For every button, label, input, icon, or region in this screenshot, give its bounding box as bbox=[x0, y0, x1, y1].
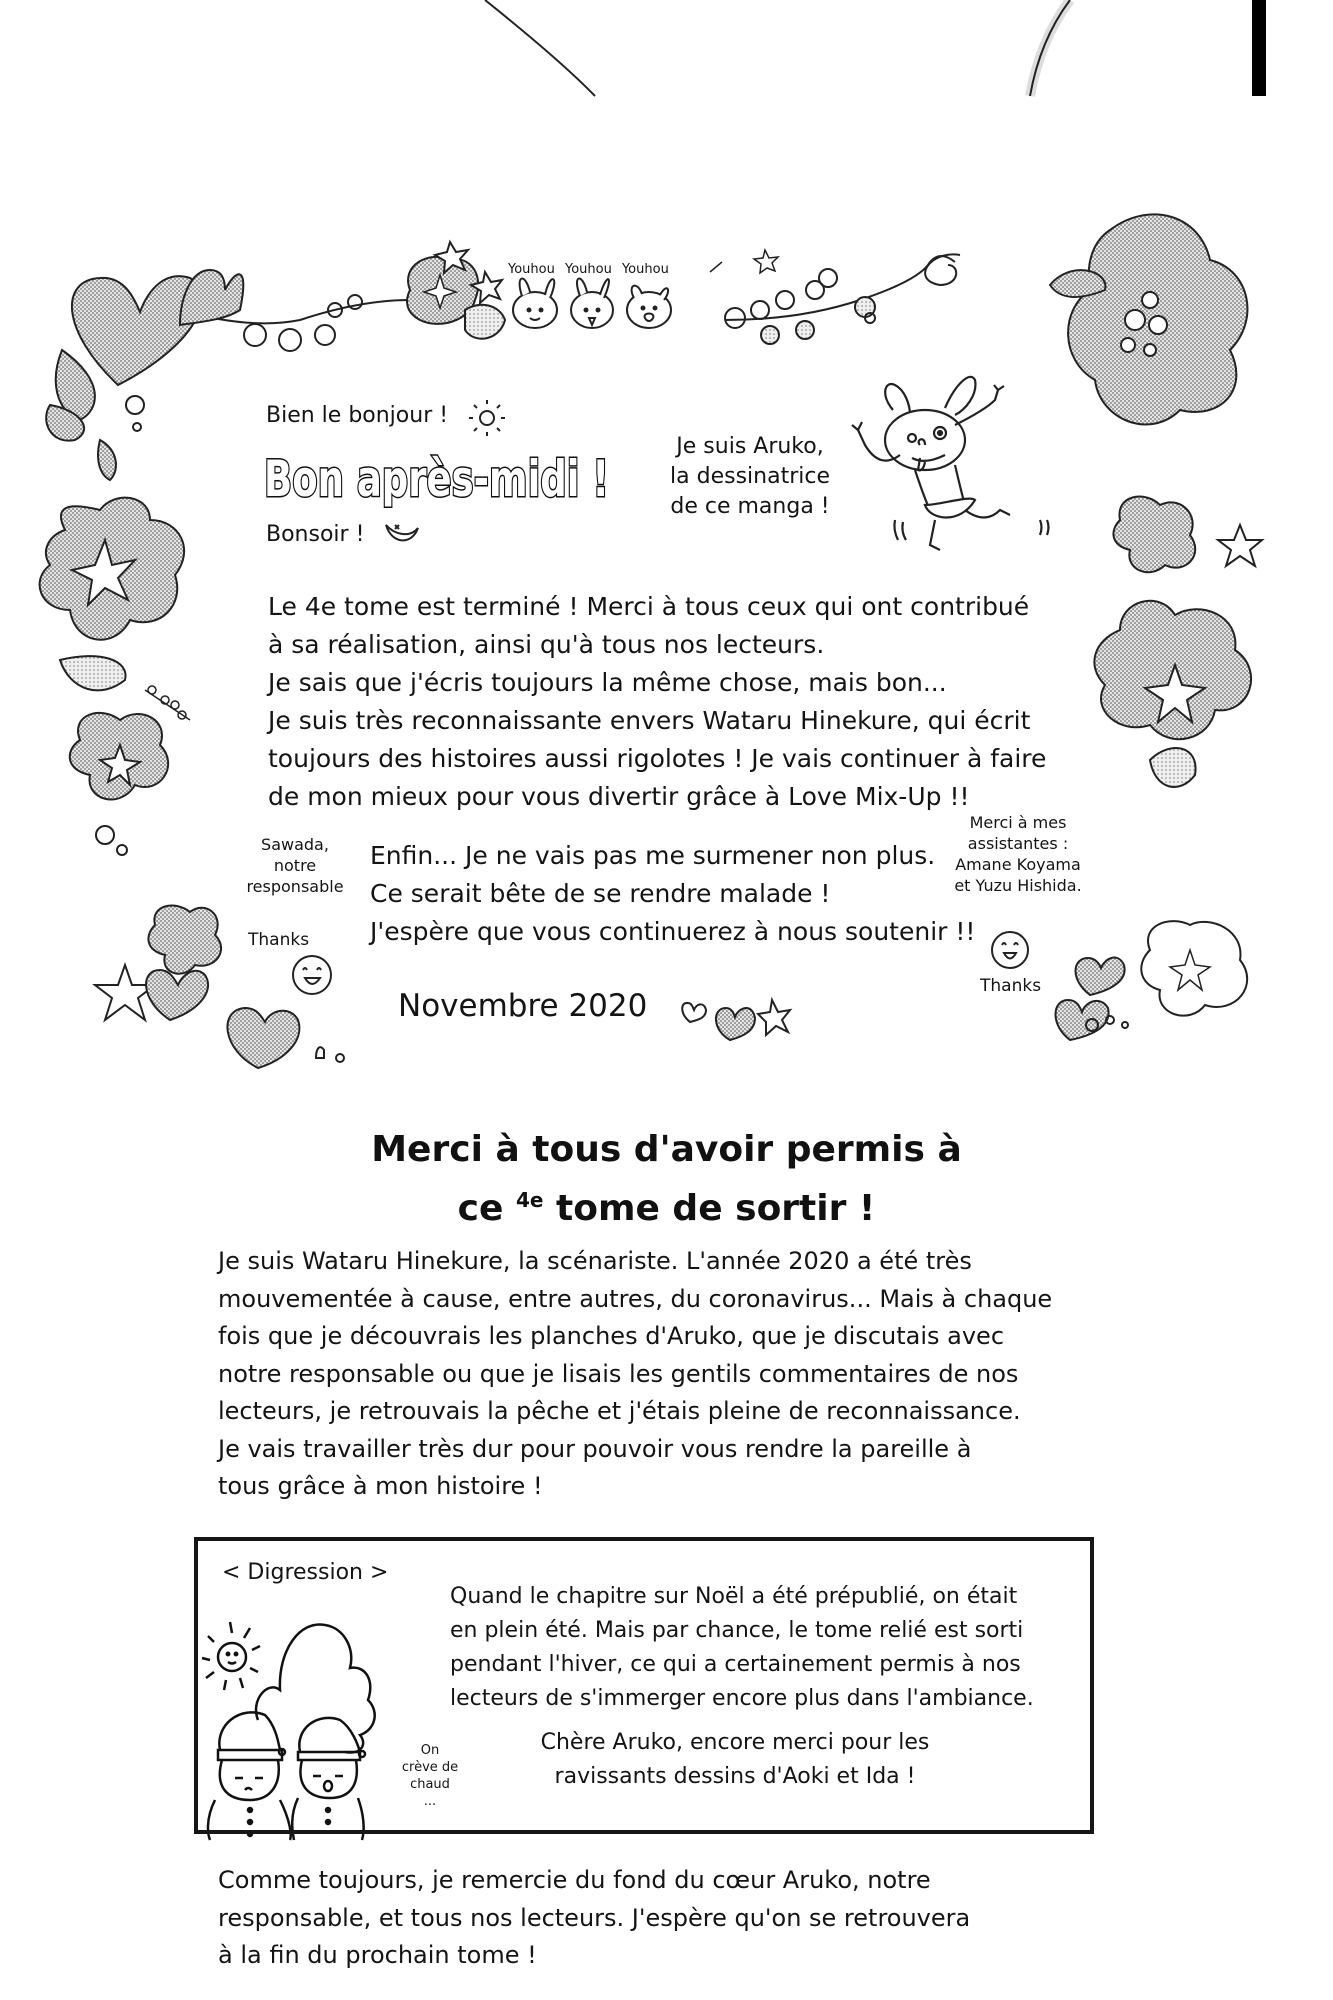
heart-icon bbox=[716, 1008, 755, 1040]
digression-line: en plein été. Mais par chance, le tome relié est sorti bbox=[450, 1618, 1024, 1643]
letter-line: toujours des histoires aussi rigolotes ! Je vais continuer à faire bbox=[268, 744, 1047, 773]
note-line: Sawada, bbox=[261, 835, 329, 854]
smiley-face-icon bbox=[293, 956, 331, 994]
letter-date: Novembre 2020 bbox=[398, 988, 648, 1024]
star-icon bbox=[758, 1000, 790, 1035]
note-line: Amane Koyama bbox=[955, 855, 1081, 874]
leaf-icon bbox=[465, 305, 505, 339]
paragraph-line: lecteurs, je retrouvais la pêche et j'étais pleine de reconnaissance. bbox=[218, 1397, 1021, 1425]
intro-line: de ce manga ! bbox=[670, 494, 830, 519]
bunny-chant bbox=[508, 262, 669, 277]
digression-label: < Digression > bbox=[222, 1560, 389, 1585]
heading-text: ce bbox=[457, 1188, 504, 1229]
caption-line: crève de bbox=[401, 1760, 459, 1775]
bunny-heads bbox=[513, 279, 671, 328]
kid-speech-caption bbox=[400, 1742, 460, 1810]
greeting-evening: Bonsoir ! bbox=[266, 522, 365, 547]
star-icon bbox=[754, 250, 778, 273]
thanks-label-left: Thanks bbox=[248, 930, 310, 950]
flower-icon bbox=[1068, 214, 1247, 424]
previous-panel-lines bbox=[485, 0, 1070, 96]
paragraph-line: responsable, et tous nos lecteurs. J'espère qu'on se retrouvera bbox=[218, 1903, 971, 1932]
star-icon bbox=[1218, 525, 1262, 566]
heart-icon bbox=[146, 970, 208, 1020]
editor-thanks-note bbox=[240, 834, 350, 897]
digression-line: Quand le chapitre sur Noël a été prépublié, on était bbox=[450, 1584, 1018, 1609]
letter-line: à sa réalisation, ainsi qu'à tous nos lecteurs. bbox=[268, 630, 825, 659]
flower-icon bbox=[1094, 601, 1251, 739]
paragraph-line: tous grâce à mon histoire ! bbox=[218, 1472, 543, 1500]
chant-text: Youhou bbox=[621, 262, 669, 277]
flower-icon bbox=[148, 906, 221, 974]
note-line: responsable bbox=[246, 877, 344, 896]
leaf-icon bbox=[60, 656, 126, 690]
greeting-morning: Bien le bonjour ! bbox=[266, 403, 449, 428]
note-line: Merci à mes bbox=[969, 813, 1067, 832]
volume-number: 4e bbox=[515, 1188, 544, 1212]
black-bar bbox=[1252, 0, 1266, 96]
writer-heading bbox=[0, 1125, 1333, 1234]
paragraph-line: Comme toujours, je remercie du fond du cœur Aruko, notre bbox=[218, 1866, 931, 1894]
digression-line: ravissants dessins d'Aoki et Ida ! bbox=[554, 1764, 916, 1789]
digression-line: Chère Aruko, encore merci pour les bbox=[540, 1730, 930, 1755]
paragraph-line: fois que je découvrais les planches d'Aruko, que je discutais avec bbox=[218, 1322, 1005, 1350]
flower-icon bbox=[40, 498, 185, 640]
letter-line: Le 4e tome est terminé ! Merci à tous ceux qui ont contribué bbox=[268, 592, 1030, 621]
letter-line: Enfin... Je ne vais pas me surmener non plus. bbox=[370, 841, 936, 870]
note-line: et Yuzu Hishida. bbox=[954, 876, 1082, 895]
writer-paragraph bbox=[218, 1243, 1052, 1506]
digression-text bbox=[450, 1580, 1034, 1716]
assistants-thanks-note bbox=[948, 812, 1088, 896]
heart-icon bbox=[1056, 1000, 1109, 1040]
berry-sprig bbox=[145, 686, 190, 720]
chant-text: Youhou bbox=[564, 262, 612, 277]
leaf-icon bbox=[1150, 748, 1196, 787]
moon-icon bbox=[386, 525, 418, 540]
star-icon bbox=[95, 965, 155, 1020]
writer-closing bbox=[218, 1862, 970, 1975]
letter-line: de mon mieux pour vous divertir grâce à Love Mix-Up !! bbox=[268, 782, 970, 811]
flower-icon bbox=[1113, 497, 1195, 573]
paragraph-line: à la fin du prochain tome ! bbox=[218, 1941, 537, 1969]
smiley-face-icon bbox=[992, 932, 1028, 968]
heading-line: Merci à tous d'avoir permis à bbox=[371, 1129, 962, 1170]
digression-line: pendant l'hiver, ce qui a certainement permis à nos bbox=[450, 1652, 1021, 1677]
bunny-head-icon bbox=[571, 279, 613, 328]
thanks-label-right: Thanks bbox=[980, 976, 1042, 996]
paragraph-line: mouvementée à cause, entre autres, du coronavirus... Mais à chaque bbox=[218, 1284, 1053, 1313]
bunny-head-icon bbox=[513, 279, 557, 328]
caption-line: On bbox=[420, 1743, 440, 1758]
heart-icon bbox=[227, 1008, 299, 1068]
letter-line: Ce serait bête de se rendre malade ! bbox=[370, 879, 831, 908]
greeting-afternoon-title: Bon après-midi ! bbox=[264, 450, 610, 508]
digression-line: lecteurs de s'immerger encore plus dans l'ambiance. bbox=[450, 1686, 1034, 1711]
sun-icon bbox=[469, 400, 505, 436]
caption-line: ... bbox=[423, 1794, 437, 1809]
artist-letter-body bbox=[268, 588, 1046, 816]
intro-line: la dessinatrice bbox=[670, 464, 830, 489]
artist-letter-closing bbox=[370, 837, 975, 951]
heart-icon bbox=[72, 276, 202, 385]
paragraph-line: notre responsable ou que je lisais les gentils commentaires de nos bbox=[218, 1359, 1019, 1388]
letter-line: Je suis très reconnaissante envers Wataru Hinekure, qui écrit bbox=[268, 706, 1031, 735]
bunny-head-icon bbox=[627, 286, 671, 328]
heading-line bbox=[0, 1175, 1333, 1234]
flower-icon bbox=[70, 713, 168, 800]
bunny-mascot-illustration bbox=[852, 377, 1049, 550]
note-line: assistantes : bbox=[967, 834, 1069, 853]
caption-line: chaud bbox=[410, 1777, 450, 1792]
letter-line: J'espère que vous continuerez à nous soutenir !! bbox=[370, 917, 976, 946]
digression-thanks bbox=[500, 1726, 970, 1794]
heart-icon bbox=[682, 1003, 706, 1022]
heading-text: tome de sortir ! bbox=[556, 1188, 876, 1229]
paragraph-line: Je vais travailler très dur pour pouvoir vous rendre la pareille à bbox=[218, 1434, 972, 1463]
letter-line: Je sais que j'écris toujours la même chose, mais bon... bbox=[268, 668, 947, 697]
chant-text: Youhou bbox=[508, 262, 555, 277]
intro-line: Je suis Aruko, bbox=[676, 434, 824, 459]
paragraph-line: Je suis Wataru Hinekure, la scénariste. L'année 2020 a été très bbox=[218, 1247, 972, 1275]
note-line: notre bbox=[273, 856, 317, 875]
artist-intro bbox=[660, 432, 840, 522]
heart-icon bbox=[1076, 958, 1125, 995]
